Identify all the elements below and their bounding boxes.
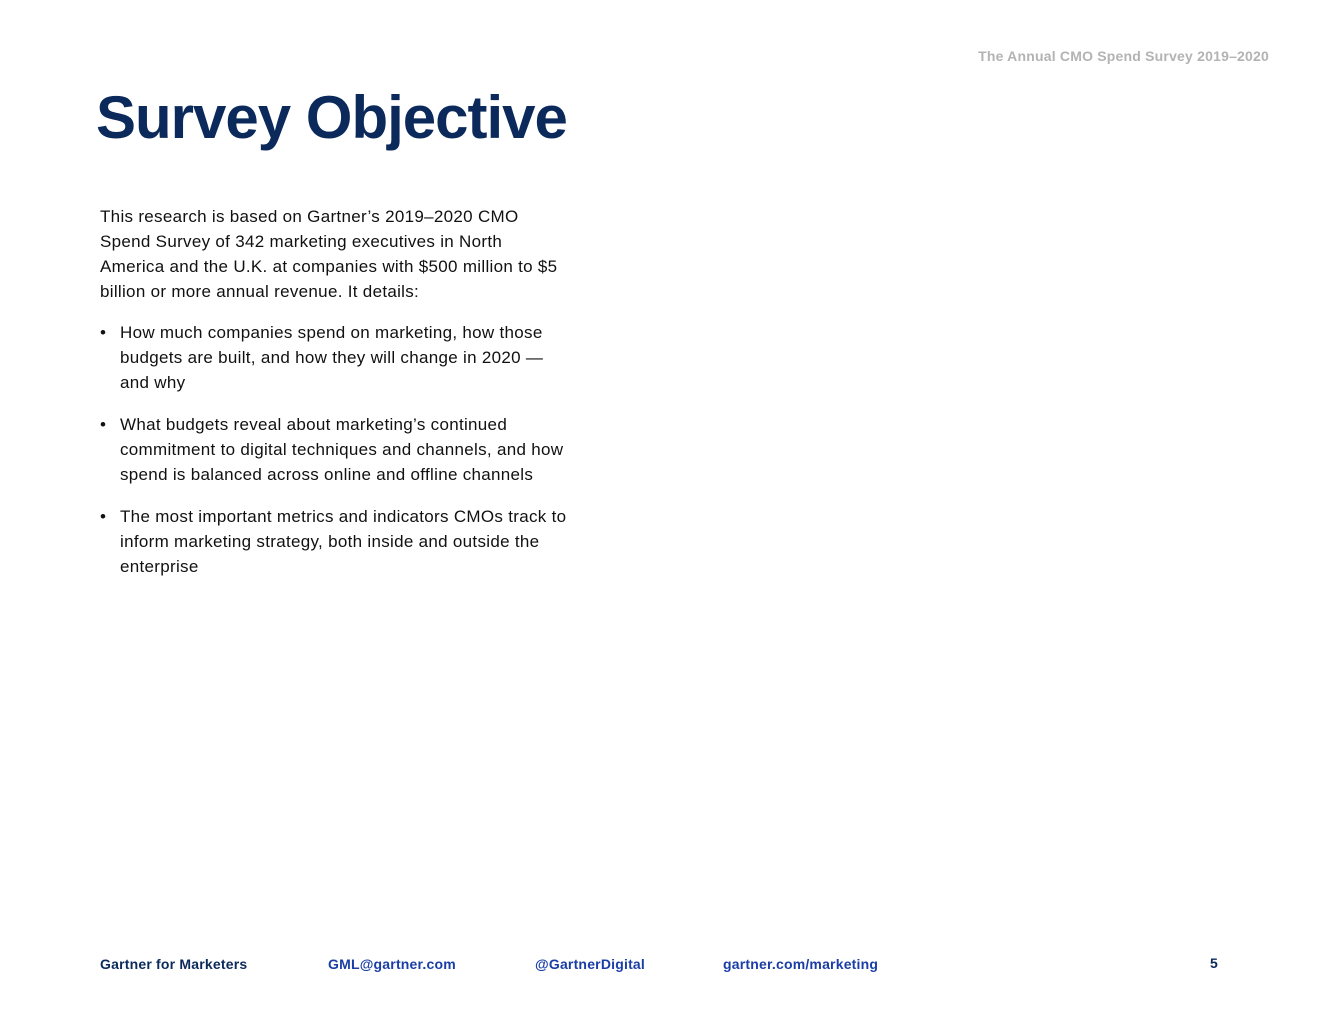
page-title: Survey Objective — [96, 84, 567, 151]
footer-email-link[interactable]: GML@gartner.com — [328, 956, 456, 972]
list-item — [100, 320, 570, 395]
footer-website-link[interactable]: gartner.com/marketing — [723, 956, 879, 972]
intro-paragraph: This research is based on Gartner’s 2019–2020 CMO Spend Survey of 342 marketing executives in North America and the U.K. at companies with $500 million to $5 billion or more annual revenue. It details: — [100, 207, 558, 301]
list-item-text: The most important metrics and indicators CMOs track to inform marketing strategy, both inside and outside the enterprise — [120, 507, 567, 576]
bullet-icon: • — [100, 415, 107, 434]
running-header: The Annual CMO Spend Survey 2019–2020 — [978, 48, 1269, 64]
list-item-text: How much companies spend on marketing, how those budgets are built, and how they will change in 2020 — and why — [120, 323, 544, 392]
list-item — [100, 504, 570, 579]
list-item — [100, 412, 570, 487]
body-content — [100, 204, 570, 596]
footer-brand: Gartner for Marketers — [100, 956, 248, 972]
bullet-icon: • — [100, 323, 107, 342]
page-number: 5 — [1210, 955, 1218, 971]
bullet-icon: • — [100, 507, 107, 526]
footer-social-link[interactable]: @GartnerDigital — [535, 956, 646, 972]
bullet-list — [100, 320, 570, 579]
list-item-text: What budgets reveal about marketing’s continued commitment to digital techniques and channels, and how spend is balanced across online and offline channels — [120, 415, 564, 484]
